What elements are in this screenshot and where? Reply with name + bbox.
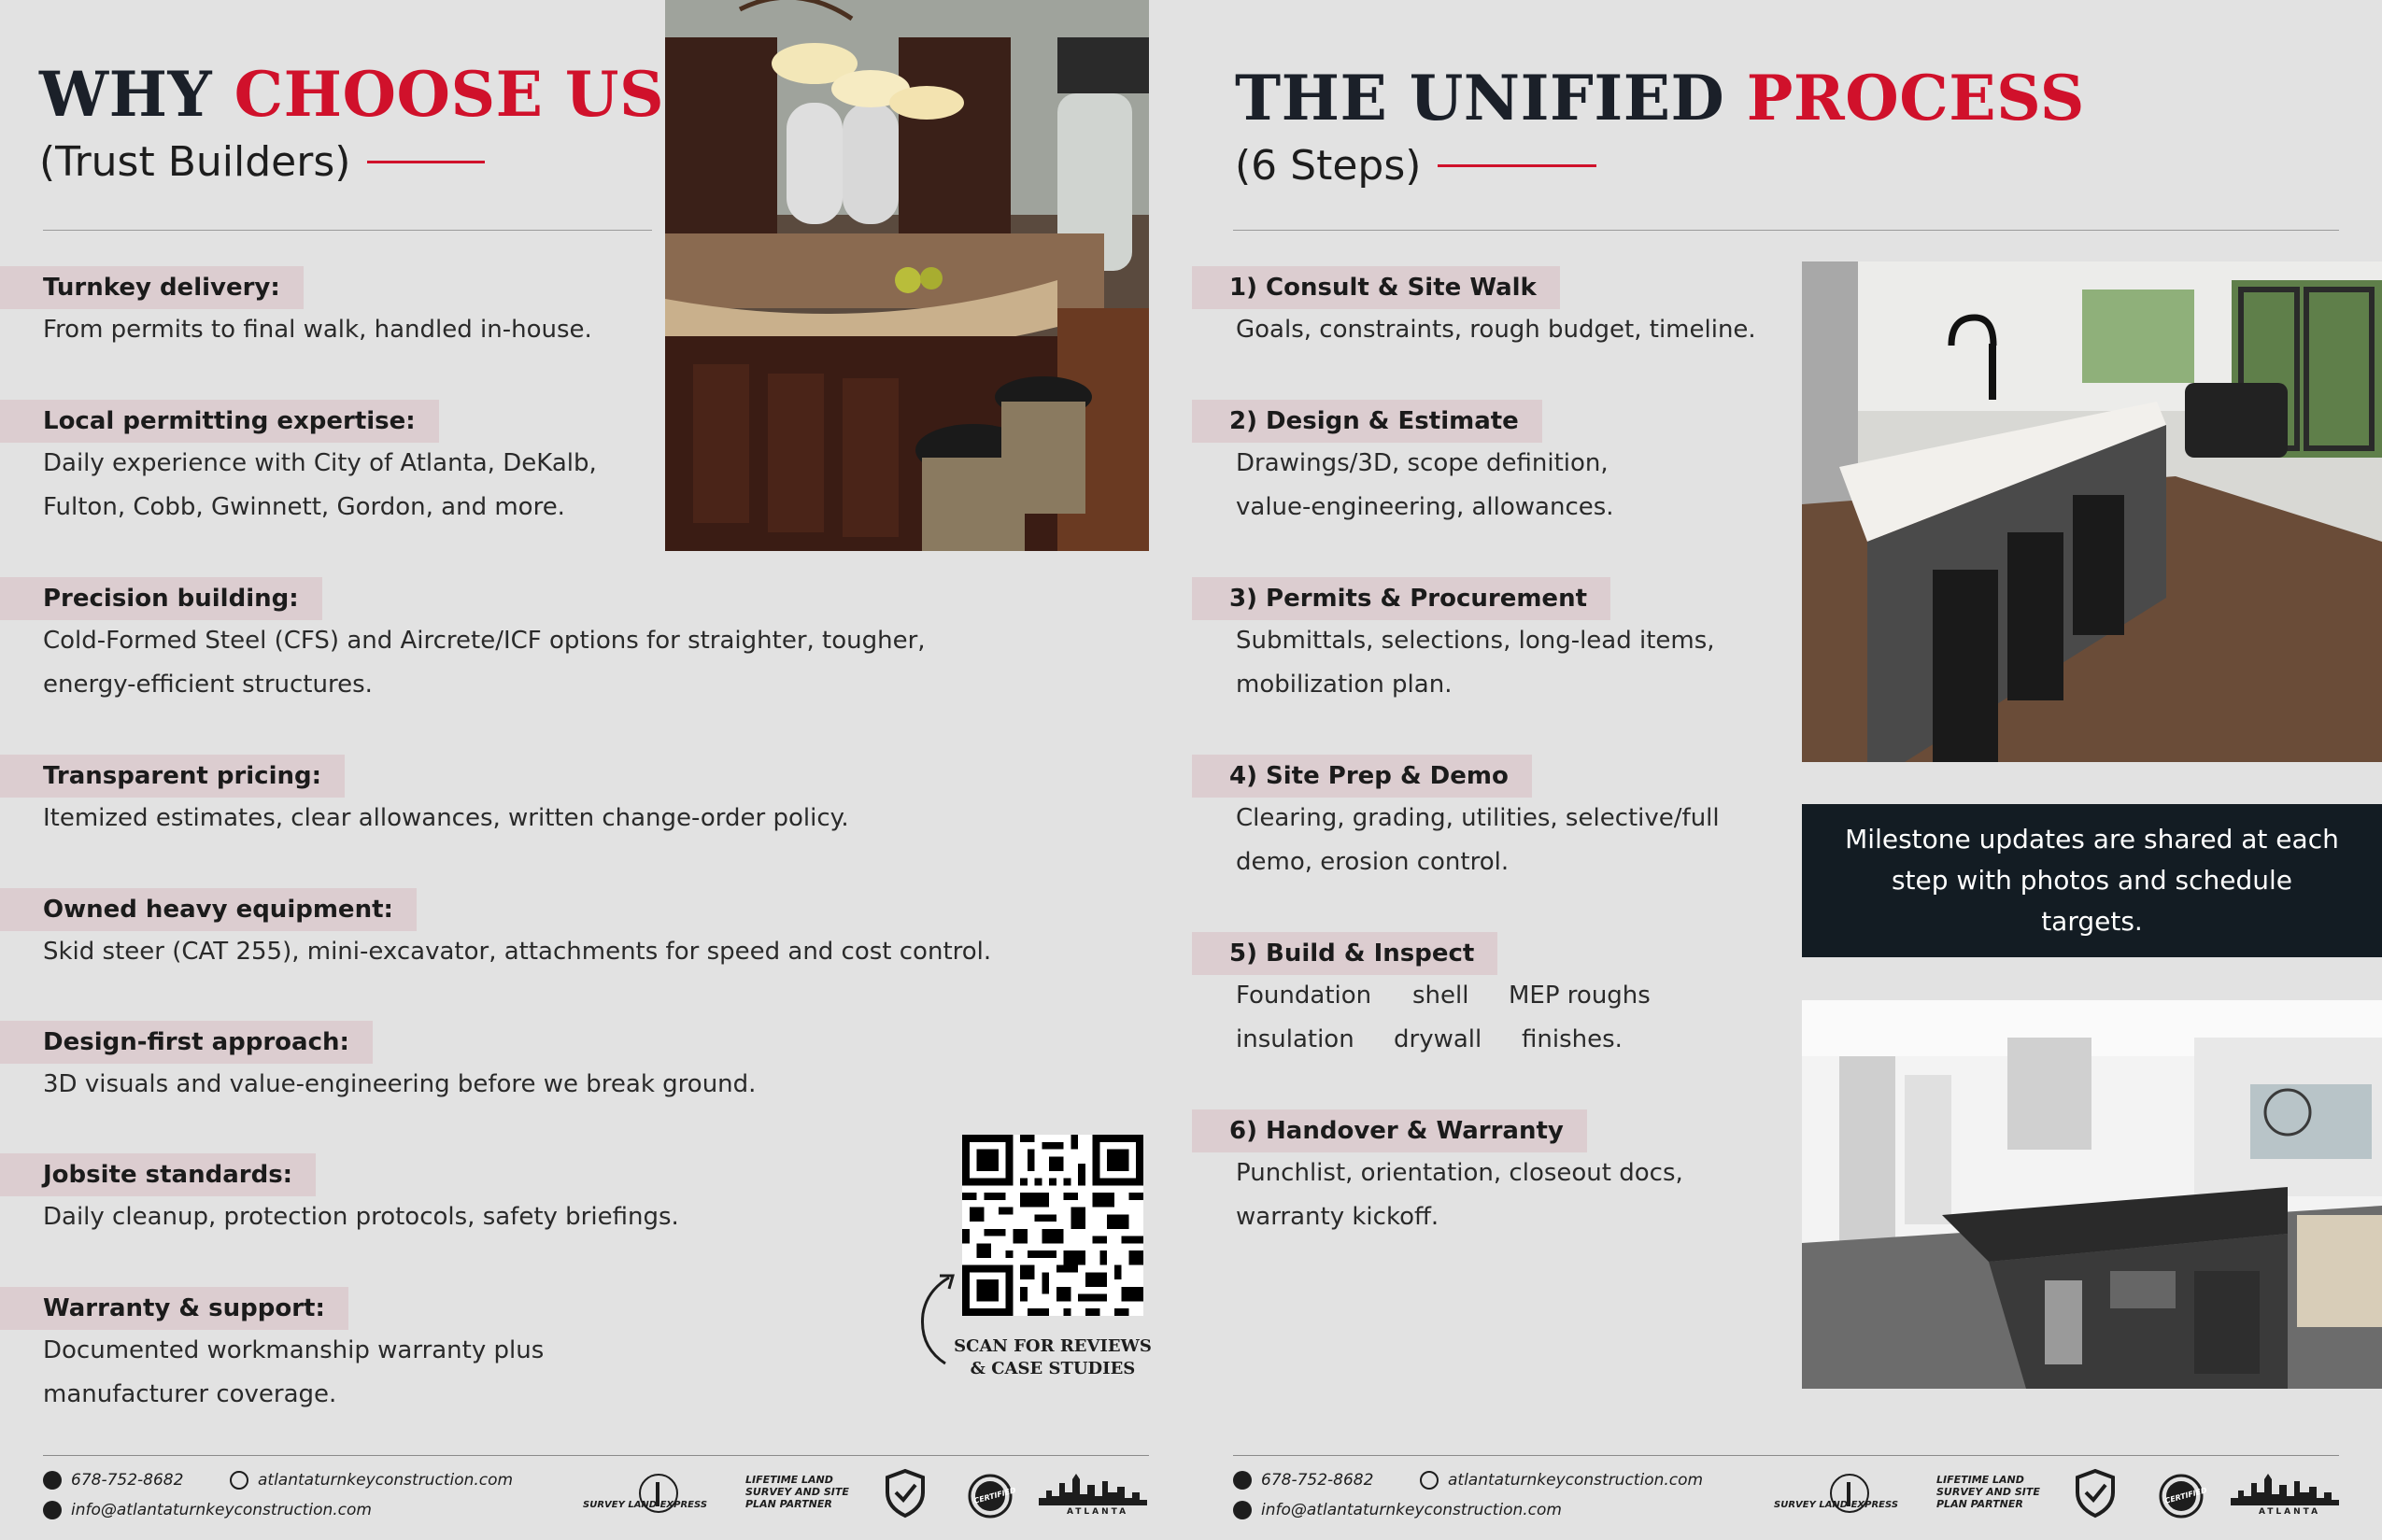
milestone-callout: Milestone updates are shared at each step with photos and schedule targets. bbox=[1802, 804, 2382, 957]
footer-website[interactable]: atlantaturnkeyconstruction.com bbox=[1420, 1471, 1703, 1490]
atlanta-skyline-logo: ATLANTA bbox=[1039, 1474, 1147, 1517]
step-label: 2) Design & Estimate bbox=[1192, 400, 1542, 443]
divider bbox=[1233, 230, 2339, 231]
feature-label: Transparent pricing: bbox=[0, 755, 345, 798]
step-text: Submittals, selections, long-lead items, bbox=[1236, 627, 1715, 655]
survey-land-express-logo: SURVEY LAND EXPRESS bbox=[1772, 1471, 1903, 1518]
feature-text: Daily experience with City of Atlanta, DeKalb, bbox=[43, 449, 597, 477]
step-text: demo, erosion control. bbox=[1236, 848, 1510, 876]
feature-text: Daily cleanup, protection protocols, safety briefings. bbox=[43, 1203, 679, 1231]
step-label: 6) Handover & Warranty bbox=[1192, 1109, 1587, 1152]
footer-website[interactable]: atlantaturnkeyconstruction.com bbox=[230, 1471, 513, 1490]
certified-badge: CERTIFIED bbox=[967, 1473, 1014, 1519]
mail-icon bbox=[1233, 1501, 1252, 1519]
page-subtitle-left: (Trust Builders) bbox=[39, 138, 485, 186]
kitchen-photo-dark-cabinets bbox=[665, 0, 1149, 551]
step-label: 1) Consult & Site Walk bbox=[1192, 266, 1560, 309]
step-text: mobilization plan. bbox=[1236, 671, 1453, 699]
step-text: Punchlist, orientation, closeout docs, bbox=[1236, 1159, 1683, 1187]
step-text: insulation bbox=[1236, 1025, 1354, 1053]
footer-divider bbox=[1233, 1455, 2339, 1456]
feature-text: Itemized estimates, clear allowances, written change-order policy. bbox=[43, 804, 849, 832]
page-title-left: WHY CHOOSE US bbox=[39, 58, 665, 131]
step-text: warranty kickoff. bbox=[1236, 1203, 1439, 1231]
feature-label: Jobsite standards: bbox=[0, 1153, 316, 1196]
step-text: MEP roughs bbox=[1509, 982, 1651, 1010]
step-label: 3) Permits & Procurement bbox=[1192, 577, 1610, 620]
feature-label: Local permitting expertise: bbox=[0, 400, 439, 443]
feature-text: manufacturer coverage. bbox=[43, 1380, 337, 1408]
shield-check-icon bbox=[2074, 1468, 2117, 1519]
globe-icon bbox=[230, 1471, 248, 1490]
feature-text: Documented workmanship warranty plus bbox=[43, 1336, 545, 1364]
page-subtitle-right: (6 Steps) bbox=[1235, 142, 1596, 190]
feature-text: 3D visuals and value-engineering before we break ground. bbox=[43, 1070, 757, 1098]
step-text: Foundation bbox=[1236, 982, 1372, 1010]
kitchen-photo-modern bbox=[1802, 1000, 2382, 1389]
qr-code[interactable] bbox=[962, 1135, 1143, 1316]
step-label: 4) Site Prep & Demo bbox=[1192, 755, 1532, 798]
certified-badge: CERTIFIED bbox=[2158, 1473, 2205, 1519]
footer-phone[interactable]: 678-752-8682 bbox=[1233, 1471, 1373, 1490]
kitchen-photo-white-island bbox=[1802, 261, 2382, 762]
phone-icon bbox=[1233, 1471, 1252, 1490]
atlanta-skyline-logo: ATLANTA bbox=[2231, 1474, 2339, 1517]
feature-text: Fulton, Cobb, Gwinnett, Gordon, and more. bbox=[43, 493, 565, 521]
step-text: Drawings/3D, scope definition, bbox=[1236, 449, 1609, 477]
step-text: finishes. bbox=[1522, 1025, 1623, 1053]
globe-icon bbox=[1420, 1471, 1439, 1490]
feature-label: Turnkey delivery: bbox=[0, 266, 304, 309]
partner-logo-text: LIFETIME LAND SURVEY AND SITE PLAN PARTNER bbox=[1936, 1474, 2040, 1510]
qr-caption: SCAN FOR REVIEWS & CASE STUDIES bbox=[954, 1336, 1152, 1378]
feature-label: Design-first approach: bbox=[0, 1021, 373, 1064]
step-text: Goals, constraints, rough budget, timeline. bbox=[1236, 316, 1756, 344]
footer-email[interactable]: info@atlantaturnkeyconstruction.com bbox=[1233, 1501, 1562, 1519]
step-text: shell bbox=[1412, 982, 1469, 1010]
divider bbox=[43, 230, 652, 231]
feature-text: From permits to final walk, handled in-house. bbox=[43, 316, 592, 344]
feature-text: Skid steer (CAT 255), mini-excavator, attachments for speed and cost control. bbox=[43, 938, 992, 966]
footer-phone[interactable]: 678-752-8682 bbox=[43, 1471, 183, 1490]
feature-label: Warranty & support: bbox=[0, 1287, 348, 1330]
shield-check-icon bbox=[884, 1468, 927, 1519]
page-title-right: THE UNIFIED PROCESS bbox=[1235, 62, 2085, 134]
feature-text: energy-efficient structures. bbox=[43, 671, 373, 699]
feature-label: Precision building: bbox=[0, 577, 322, 620]
feature-label: Owned heavy equipment: bbox=[0, 888, 417, 931]
footer-divider bbox=[43, 1455, 1149, 1456]
mail-icon bbox=[43, 1501, 62, 1519]
step-text: value-engineering, allowances. bbox=[1236, 493, 1614, 521]
step-text: Clearing, grading, utilities, selective/full bbox=[1236, 804, 1720, 832]
accent-rule bbox=[367, 161, 485, 163]
phone-icon bbox=[43, 1471, 62, 1490]
step-label: 5) Build & Inspect bbox=[1192, 932, 1497, 975]
step-text: drywall bbox=[1394, 1025, 1482, 1053]
survey-land-express-logo: SURVEY LAND EXPRESS bbox=[581, 1471, 712, 1518]
accent-rule bbox=[1438, 164, 1596, 167]
partner-logo-text: LIFETIME LAND SURVEY AND SITE PLAN PARTNER bbox=[745, 1474, 849, 1510]
footer-email[interactable]: info@atlantaturnkeyconstruction.com bbox=[43, 1501, 372, 1519]
feature-text: Cold-Formed Steel (CFS) and Aircrete/ICF options for straighter, tougher, bbox=[43, 627, 926, 655]
